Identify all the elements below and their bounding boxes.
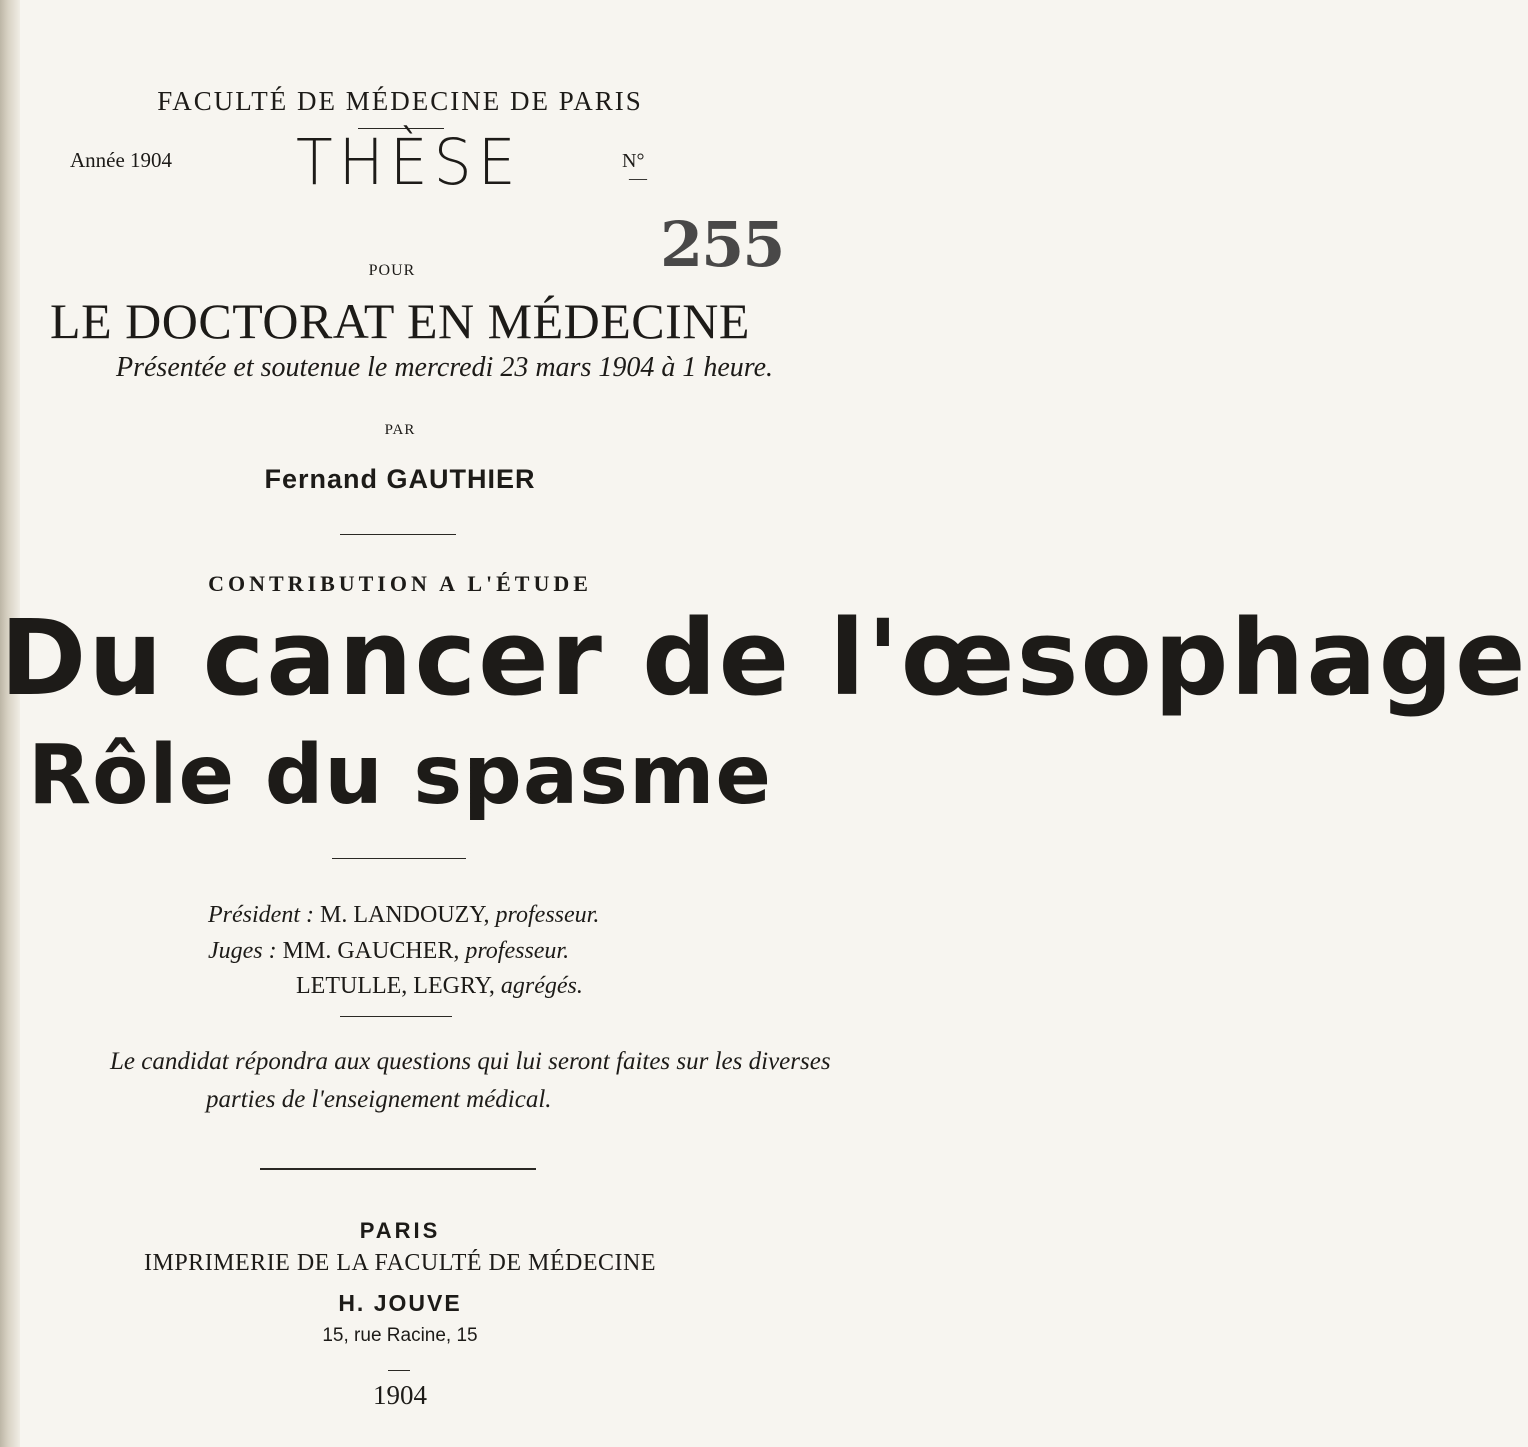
par-label: PAR — [384, 422, 416, 438]
agreges-names: LETULLE, LEGRY, — [296, 973, 495, 999]
juges-title: professeur. — [465, 938, 570, 964]
jury-judges — [208, 938, 569, 965]
notice-line-1: Le candidat répondra aux questions qui lui seront faites sur les diverses — [110, 1048, 831, 1075]
degree-heading: LE DOCTORAT EN MÉDECINE — [50, 293, 750, 349]
divider-jury — [340, 1016, 452, 1017]
title-prefix: CONTRIBUTION A L'ÉTUDE — [208, 571, 592, 596]
thesis-word: THÈSE — [296, 126, 522, 200]
president-title: professeur. — [495, 902, 600, 928]
divider-long — [260, 1168, 536, 1170]
publication-year: 1904 — [373, 1380, 427, 1410]
juges-label: Juges : — [208, 938, 277, 964]
president-label: Président : — [208, 902, 314, 928]
divider-title — [332, 858, 466, 859]
president-name: M. LANDOUZY, — [319, 902, 490, 928]
juges-names: MM. GAUCHER, — [282, 938, 460, 964]
divider-year — [388, 1370, 410, 1371]
notice-line-2: parties de l'enseignement médical. — [206, 1086, 552, 1113]
defense-date: Présentée et soutenue le mercredi 23 mars 1904 à 1 heure. — [116, 352, 774, 383]
pour-label: POUR — [368, 262, 416, 279]
number-dash: — — [629, 168, 647, 188]
publisher-name: H. JOUVE — [338, 1290, 462, 1316]
number-label: N° — [622, 150, 645, 172]
publisher-printer: IMPRIMERIE DE LA FACULTÉ DE MÉDECINE — [144, 1250, 656, 1276]
faculty-heading: FACULTÉ DE MÉDECINE DE PARIS — [157, 86, 643, 116]
publisher-address: 15, rue Racine, 15 — [322, 1325, 478, 1346]
title-sub: Rôle du spasme — [27, 728, 773, 823]
divider-author — [340, 534, 456, 535]
author-name: Fernand GAUTHIER — [264, 464, 536, 494]
publisher-city: PARIS — [359, 1218, 441, 1243]
number-stamp: 255 — [660, 208, 784, 281]
agreges-title: agrégés. — [500, 973, 583, 999]
title-main: Du cancer de l'œsophage — [0, 597, 1528, 719]
jury-president — [208, 902, 599, 929]
jury-agreges — [296, 973, 583, 1000]
year-label: Année 1904 — [70, 148, 173, 172]
